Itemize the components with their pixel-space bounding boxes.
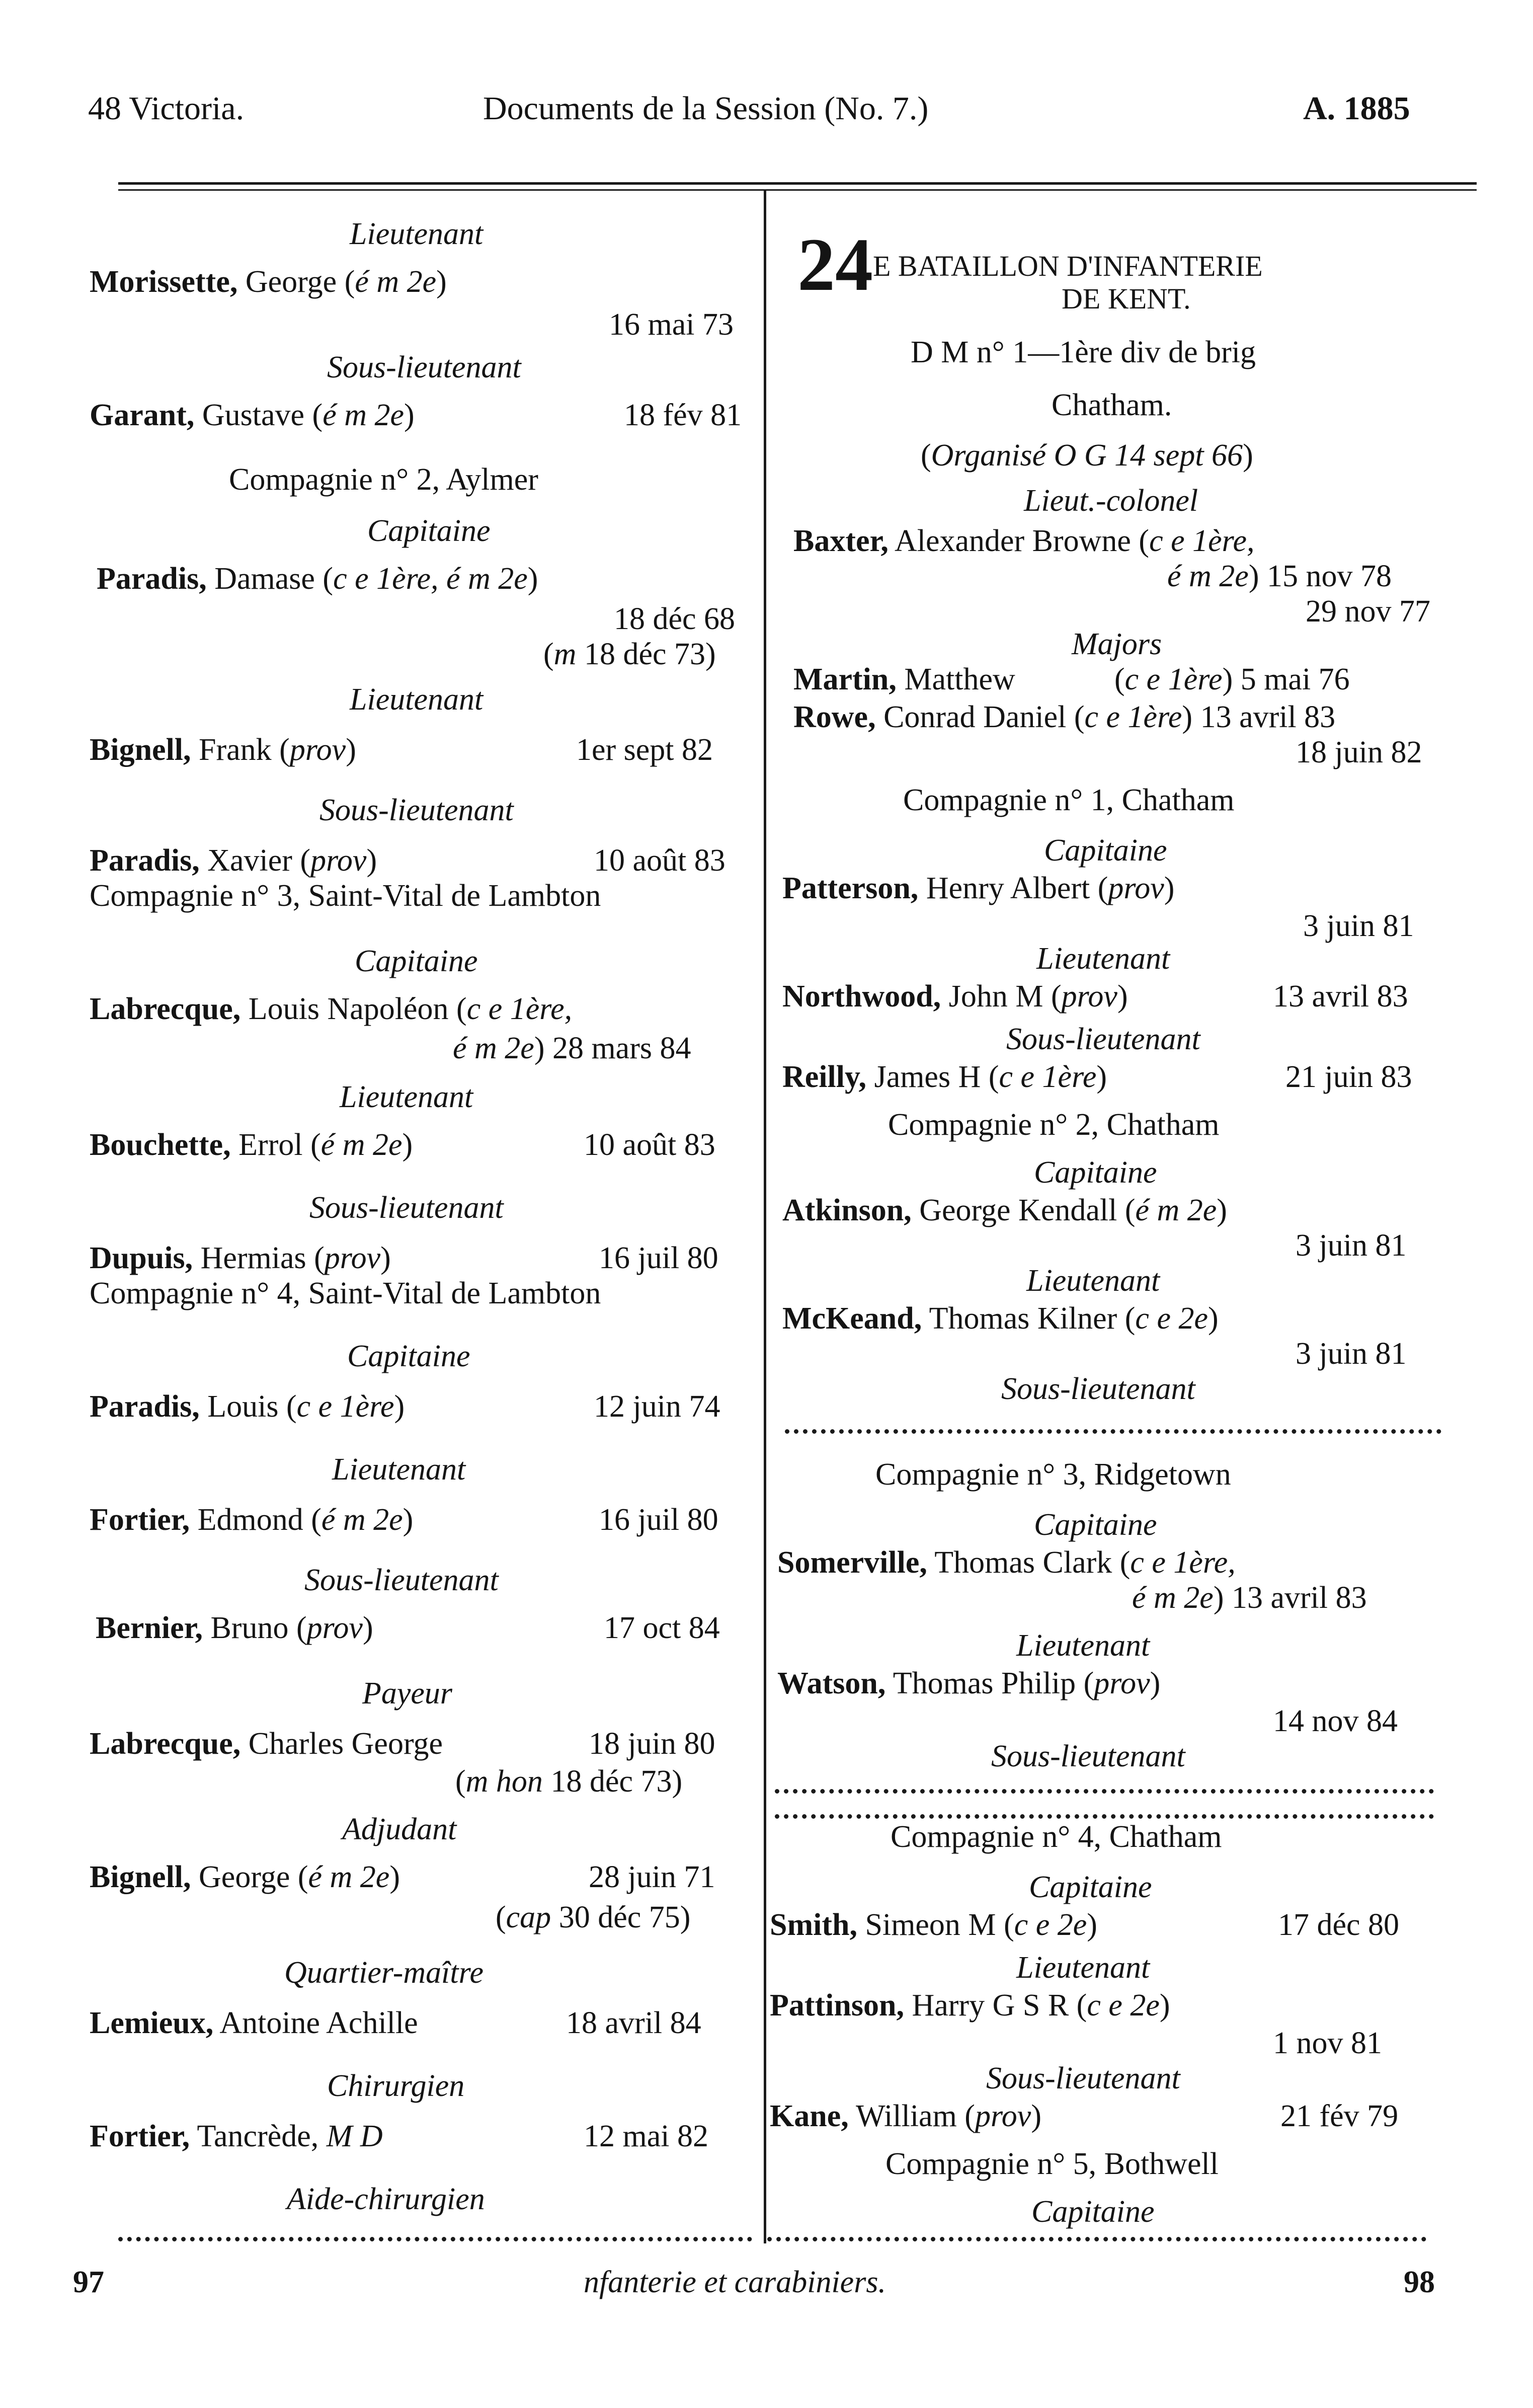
paren-close: ) xyxy=(1217,1193,1227,1227)
commission-date: 21 juin 83 xyxy=(1285,1060,1412,1094)
company-heading: Compagnie n° 2, Aylmer xyxy=(229,462,538,497)
footer-page-right: 98 xyxy=(1404,2265,1435,2299)
officer-name xyxy=(96,1610,373,1646)
qualification: c e 1ère, xyxy=(466,992,573,1026)
paren-close: ) xyxy=(436,265,447,299)
officer-name xyxy=(90,1859,400,1895)
commission-date: 16 juil 80 xyxy=(599,1503,718,1537)
paren-close: ) xyxy=(527,562,538,596)
commission-date: 1 nov 81 xyxy=(1273,2026,1382,2060)
commission-date: 3 juin 81 xyxy=(1303,909,1414,943)
officer-name xyxy=(782,1193,1227,1228)
rank-label: Capitaine xyxy=(347,1339,470,1373)
page-footer xyxy=(0,2265,1533,2305)
given-names: Charles George xyxy=(240,1727,443,1761)
company-heading: Compagnie n° 5, Bothwell xyxy=(885,2147,1219,2181)
paren-close: ) xyxy=(404,398,415,432)
qualification: é m 2e xyxy=(1135,1193,1217,1227)
commission-date: 12 juin 74 xyxy=(594,1389,720,1424)
rank-label: Lieutenant xyxy=(350,682,483,717)
commission-date: 13 avril 83 xyxy=(1273,979,1408,1014)
paren-open: ( xyxy=(1114,662,1125,696)
prior-rank-date xyxy=(496,1900,690,1935)
dotted-rule xyxy=(785,1429,1441,1434)
officer-name xyxy=(90,732,356,768)
commission-date: 12 mai 82 xyxy=(584,2119,708,2153)
qualification: prov xyxy=(975,2099,1031,2133)
qualification: c e 1ère xyxy=(999,1060,1097,1094)
paren-close: ) xyxy=(1164,871,1175,905)
officer-name xyxy=(90,843,377,879)
rank-label: Capitaine xyxy=(1029,1870,1152,1904)
company-heading: Compagnie n° 3, Saint-Vital de Lambton xyxy=(90,879,601,913)
footer-running-title: nfanterie et carabiniers. xyxy=(584,2265,886,2299)
surname: Fortier, xyxy=(90,1503,190,1537)
prior-rank: cap xyxy=(506,1900,551,1934)
dotted-rule xyxy=(775,1789,1434,1794)
commission-date xyxy=(453,1031,691,1066)
prior-rank: m xyxy=(553,637,577,671)
given-names: James H ( xyxy=(866,1060,999,1094)
paren-close: ) xyxy=(380,1241,391,1275)
officer-name xyxy=(782,979,1128,1015)
given-names: Thomas Clark ( xyxy=(927,1545,1131,1580)
paren-close: ) xyxy=(366,843,377,878)
surname: Watson, xyxy=(777,1666,886,1700)
dotted-rule xyxy=(775,1814,1434,1819)
rank-label: Sous-lieutenant xyxy=(327,350,521,384)
surname: Bignell, xyxy=(90,1860,191,1894)
battalion-number: 24 xyxy=(797,223,873,306)
given-names: Louis ( xyxy=(199,1389,297,1424)
commission-date: 17 déc 80 xyxy=(1278,1908,1400,1942)
given-names: Henry Albert ( xyxy=(918,871,1108,905)
given-names: Conrad Daniel ( xyxy=(875,700,1085,734)
header-left: 48 Victoria. xyxy=(88,90,245,127)
officer-name xyxy=(90,264,447,300)
given-names: Xavier ( xyxy=(199,843,311,878)
rank-label: Sous-lieutenant xyxy=(309,1191,504,1225)
date-text: ) 28 mars 84 xyxy=(534,1031,691,1065)
qualification: prov xyxy=(1061,979,1117,1014)
rank-label: Chirurgien xyxy=(327,2069,465,2103)
given-names: Harry G S R ( xyxy=(904,1988,1087,2023)
date-text: ) 13 avril 83 xyxy=(1213,1581,1367,1615)
qualification: prov xyxy=(310,843,367,878)
commission-date: 10 août 83 xyxy=(584,1128,715,1162)
paren-close: ) xyxy=(1243,438,1253,473)
given-names: Thomas Kilner ( xyxy=(922,1301,1136,1336)
commission-date: 18 avril 84 xyxy=(566,2006,701,2040)
paren-close: ) xyxy=(1087,1908,1097,1942)
surname: Fortier, xyxy=(90,2119,190,2153)
paren-close: ) xyxy=(402,1128,413,1162)
rank-label: Aide-chirurgien xyxy=(287,2182,485,2216)
officer-name xyxy=(770,1988,1170,2024)
given-names: George ( xyxy=(191,1860,308,1894)
rank-label: Lieut.-colonel xyxy=(1024,484,1198,518)
officer-name xyxy=(793,662,1015,697)
rank-label: Sous-lieutenant xyxy=(986,2061,1180,2095)
rank-label: Capitaine xyxy=(1034,1508,1157,1542)
dotted-rule xyxy=(118,2237,752,2241)
qualification: é m 2e xyxy=(320,1128,402,1162)
commission-date: 18 juin 80 xyxy=(589,1727,715,1761)
rank-label: Lieutenant xyxy=(340,1080,473,1114)
rank-label: Capitaine xyxy=(1044,833,1167,868)
officer-name xyxy=(97,561,538,597)
column-divider xyxy=(764,190,766,2243)
paren-close: ) xyxy=(362,1611,373,1645)
surname: Bouchette, xyxy=(90,1128,231,1162)
rank-label: Sous-lieutenant xyxy=(1001,1372,1195,1406)
surname: Reilly, xyxy=(782,1060,867,1094)
given-names: Gustave ( xyxy=(194,398,323,432)
qualification: é m 2e xyxy=(308,1860,390,1894)
qualification: c e 2e xyxy=(1087,1988,1160,2023)
given-names: Matthew xyxy=(896,662,1015,696)
given-names: Louis Napoléon ( xyxy=(240,992,467,1026)
headquarters: Chatham. xyxy=(1052,388,1172,422)
paren-close: ) xyxy=(1117,979,1128,1014)
commission-date: 16 juil 80 xyxy=(599,1241,718,1275)
officer-name xyxy=(90,1389,405,1425)
surname: Labrecque, xyxy=(90,1727,241,1761)
surname: Baxter, xyxy=(793,524,889,558)
rank-label: Majors xyxy=(1072,627,1162,661)
qualification: é m 2e xyxy=(1167,559,1249,593)
surname: Labrecque, xyxy=(90,992,241,1026)
commission-date xyxy=(1167,559,1392,594)
prior-rank-date xyxy=(455,1764,682,1800)
given-names: Alexander Browne ( xyxy=(888,524,1150,558)
officer-name xyxy=(777,1545,1236,1581)
paren-close: ) xyxy=(1159,1988,1170,2023)
rank-label: Adjudant xyxy=(342,1812,457,1846)
footer-page-left: 97 xyxy=(73,2265,104,2299)
surname: Rowe, xyxy=(793,700,876,734)
officer-name xyxy=(90,2005,418,2041)
date-text: ) 15 nov 78 xyxy=(1248,559,1392,593)
commission-date: 18 fév 81 xyxy=(624,398,742,432)
header-rule-thick xyxy=(118,182,1477,185)
given-names: Bruno ( xyxy=(202,1611,307,1645)
dotted-rule xyxy=(767,2237,1426,2241)
company-heading: Compagnie n° 4, Chatham xyxy=(891,1820,1222,1854)
qualification: prov xyxy=(1108,871,1164,905)
surname: Smith, xyxy=(770,1908,857,1942)
qualification: prov xyxy=(289,733,346,767)
prior-rank-date xyxy=(543,637,716,672)
paren-close: ) xyxy=(1207,1301,1219,1336)
surname: Kane, xyxy=(770,2099,849,2133)
rank-label: Lieutenant xyxy=(1016,1628,1150,1663)
organisation-date: Organisé O G 14 sept 66 xyxy=(931,438,1243,473)
paren-close: ) xyxy=(346,733,356,767)
qualification: prov xyxy=(1094,1666,1150,1700)
commission-date: 3 juin 81 xyxy=(1296,1228,1407,1263)
surname: Atkinson, xyxy=(782,1193,912,1227)
given-names: Thomas Philip ( xyxy=(885,1666,1094,1700)
surname: Morissette, xyxy=(90,265,238,299)
officer-name xyxy=(90,991,572,1027)
officer-name xyxy=(770,1907,1097,1943)
officer-name xyxy=(90,2119,383,2154)
prior-date: 18 déc 73) xyxy=(542,1764,683,1799)
officer-name xyxy=(793,523,1255,559)
rank-label: Sous-lieutenant xyxy=(304,1563,499,1597)
surname: Garant, xyxy=(90,398,195,432)
officer-name xyxy=(90,1502,413,1538)
surname: Paradis, xyxy=(90,843,200,878)
company-heading: Compagnie n° 2, Chatham xyxy=(888,1108,1220,1142)
given-names: George Kendall ( xyxy=(911,1193,1136,1227)
officer-name xyxy=(782,1301,1219,1337)
rank-label: Capitaine xyxy=(1031,2195,1155,2229)
qualification: é m 2e xyxy=(453,1031,534,1065)
given-names: William ( xyxy=(848,2099,975,2133)
officer-name xyxy=(782,1059,1107,1095)
rank-label: Lieutenant xyxy=(1016,1951,1150,1985)
surname: Paradis, xyxy=(90,1389,200,1424)
rank-label: Payeur xyxy=(362,1676,453,1711)
officer-name xyxy=(782,871,1174,906)
qualification: c e 1ère, xyxy=(1149,524,1255,558)
surname: Martin, xyxy=(793,662,897,696)
paren-close: ) xyxy=(389,1860,400,1894)
paren-close: ) xyxy=(1150,1666,1161,1700)
qualification: é m 2e xyxy=(355,265,437,299)
company-heading: Compagnie n° 1, Chatham xyxy=(903,783,1235,817)
paren-open: ( xyxy=(921,438,931,473)
surname: Paradis, xyxy=(97,562,207,596)
surname: Patterson, xyxy=(782,871,919,905)
header-rule-thin xyxy=(118,189,1477,191)
commission-date: 3 juin 81 xyxy=(1296,1337,1407,1371)
rank-label: Capitaine xyxy=(355,944,478,978)
rank-label: Sous-lieutenant xyxy=(991,1739,1185,1773)
surname: Northwood, xyxy=(782,979,941,1014)
qualification: c e 2e xyxy=(1014,1908,1087,1942)
battalion-region: DE KENT. xyxy=(1062,282,1191,315)
given-names: George ( xyxy=(237,265,355,299)
prior-date: 18 déc 73) xyxy=(576,637,716,671)
qualification: é m 2e xyxy=(322,398,404,432)
date-text: ) 5 mai 76 xyxy=(1222,662,1350,696)
rank-label: Quartier-maître xyxy=(284,1956,483,1990)
commission-date: 14 nov 84 xyxy=(1273,1704,1398,1738)
surname: Somerville, xyxy=(777,1545,927,1580)
officer-name xyxy=(777,1666,1160,1701)
given-names: Simeon M ( xyxy=(857,1908,1014,1942)
given-names: John M ( xyxy=(941,979,1062,1014)
surname: Dupuis, xyxy=(90,1241,193,1275)
organisation-note xyxy=(921,438,1253,474)
rank-label: Lieutenant xyxy=(332,1452,466,1487)
officer-name xyxy=(770,2099,1041,2134)
battalion-name: E BATAILLON D'INFANTERIE xyxy=(873,250,1263,282)
qualification: c e 1ère xyxy=(296,1389,394,1424)
header-right: A. 1885 xyxy=(1303,90,1410,127)
rank-label: Sous-lieutenant xyxy=(319,793,514,827)
officer-name xyxy=(793,700,1335,735)
company-heading: Compagnie n° 3, Ridgetown xyxy=(875,1457,1231,1492)
qualification: é m 2e xyxy=(1132,1581,1214,1615)
qualification: c e 1ère xyxy=(1124,662,1223,696)
commission-date xyxy=(1132,1580,1367,1616)
surname: Bignell, xyxy=(90,733,191,767)
prior-date: 29 nov 77 xyxy=(1306,594,1430,629)
paren-close: ) xyxy=(394,1389,405,1424)
commission-date: 18 déc 68 xyxy=(614,602,736,636)
commission-date: 1er sept 82 xyxy=(576,733,713,767)
company-heading: Compagnie n° 4, Saint-Vital de Lambton xyxy=(90,1276,601,1310)
qualification: M D xyxy=(326,2119,383,2153)
battalion-title xyxy=(797,221,1263,308)
officer-name xyxy=(90,1127,413,1163)
commission-date: 10 août 83 xyxy=(594,843,725,878)
officer-name xyxy=(90,398,415,433)
rank-label: Capitaine xyxy=(367,514,491,548)
given-names: Frank ( xyxy=(191,733,290,767)
rank-label: Capitaine xyxy=(1034,1155,1157,1190)
given-names: Errol ( xyxy=(230,1128,321,1162)
surname: Pattinson, xyxy=(770,1988,904,2023)
paren-open: ( xyxy=(496,1900,506,1934)
paren-open: ( xyxy=(455,1764,466,1799)
given-names: Damase ( xyxy=(206,562,334,596)
qualification: c e 1ère xyxy=(1084,700,1182,734)
given-names: Antoine Achille xyxy=(213,2006,418,2040)
commission-date: 16 mai 73 xyxy=(609,307,734,342)
qualification: c e 1ère, é m 2e xyxy=(333,562,528,596)
paren-open: ( xyxy=(543,637,554,671)
prior-rank: m hon xyxy=(465,1764,543,1799)
given-names: Hermias ( xyxy=(193,1241,325,1275)
qualification: prov xyxy=(324,1241,381,1275)
surname: Lemieux, xyxy=(90,2006,214,2040)
rank-label: Lieutenant xyxy=(1036,942,1170,976)
qualification: c e 2e xyxy=(1135,1301,1208,1336)
surname: Bernier, xyxy=(96,1611,203,1645)
rank-label: Sous-lieutenant xyxy=(1006,1022,1200,1056)
commission-date: 28 juin 71 xyxy=(589,1860,715,1894)
rank-label: Lieutenant xyxy=(1026,1264,1160,1298)
commission-date: 21 fév 79 xyxy=(1280,2099,1399,2133)
page-header xyxy=(0,90,1533,130)
date-text: ) 13 avril 83 xyxy=(1182,700,1336,734)
commission-date: 17 oct 84 xyxy=(604,1611,720,1645)
surname: McKeand, xyxy=(782,1301,922,1336)
header-center: Documents de la Session (No. 7.) xyxy=(483,90,929,127)
given-names: Tancrède, xyxy=(190,2119,327,2153)
officer-name xyxy=(90,1726,443,1762)
prior-date: 30 déc 75) xyxy=(551,1900,691,1934)
given-names: Edmond ( xyxy=(190,1503,321,1537)
paren-close: ) xyxy=(1031,2099,1041,2133)
qualification: prov xyxy=(306,1611,363,1645)
rank-label: Lieutenant xyxy=(350,217,483,251)
qualification: c e 1ère, xyxy=(1130,1545,1236,1580)
paren-close: ) xyxy=(1096,1060,1107,1094)
qualification: é m 2e xyxy=(321,1503,403,1537)
district-line: D M n° 1—1ère div de brig xyxy=(911,335,1256,369)
commission-date xyxy=(1114,662,1350,697)
paren-close: ) xyxy=(402,1503,414,1537)
prior-date: 18 juin 82 xyxy=(1296,735,1422,769)
officer-name xyxy=(90,1240,391,1276)
